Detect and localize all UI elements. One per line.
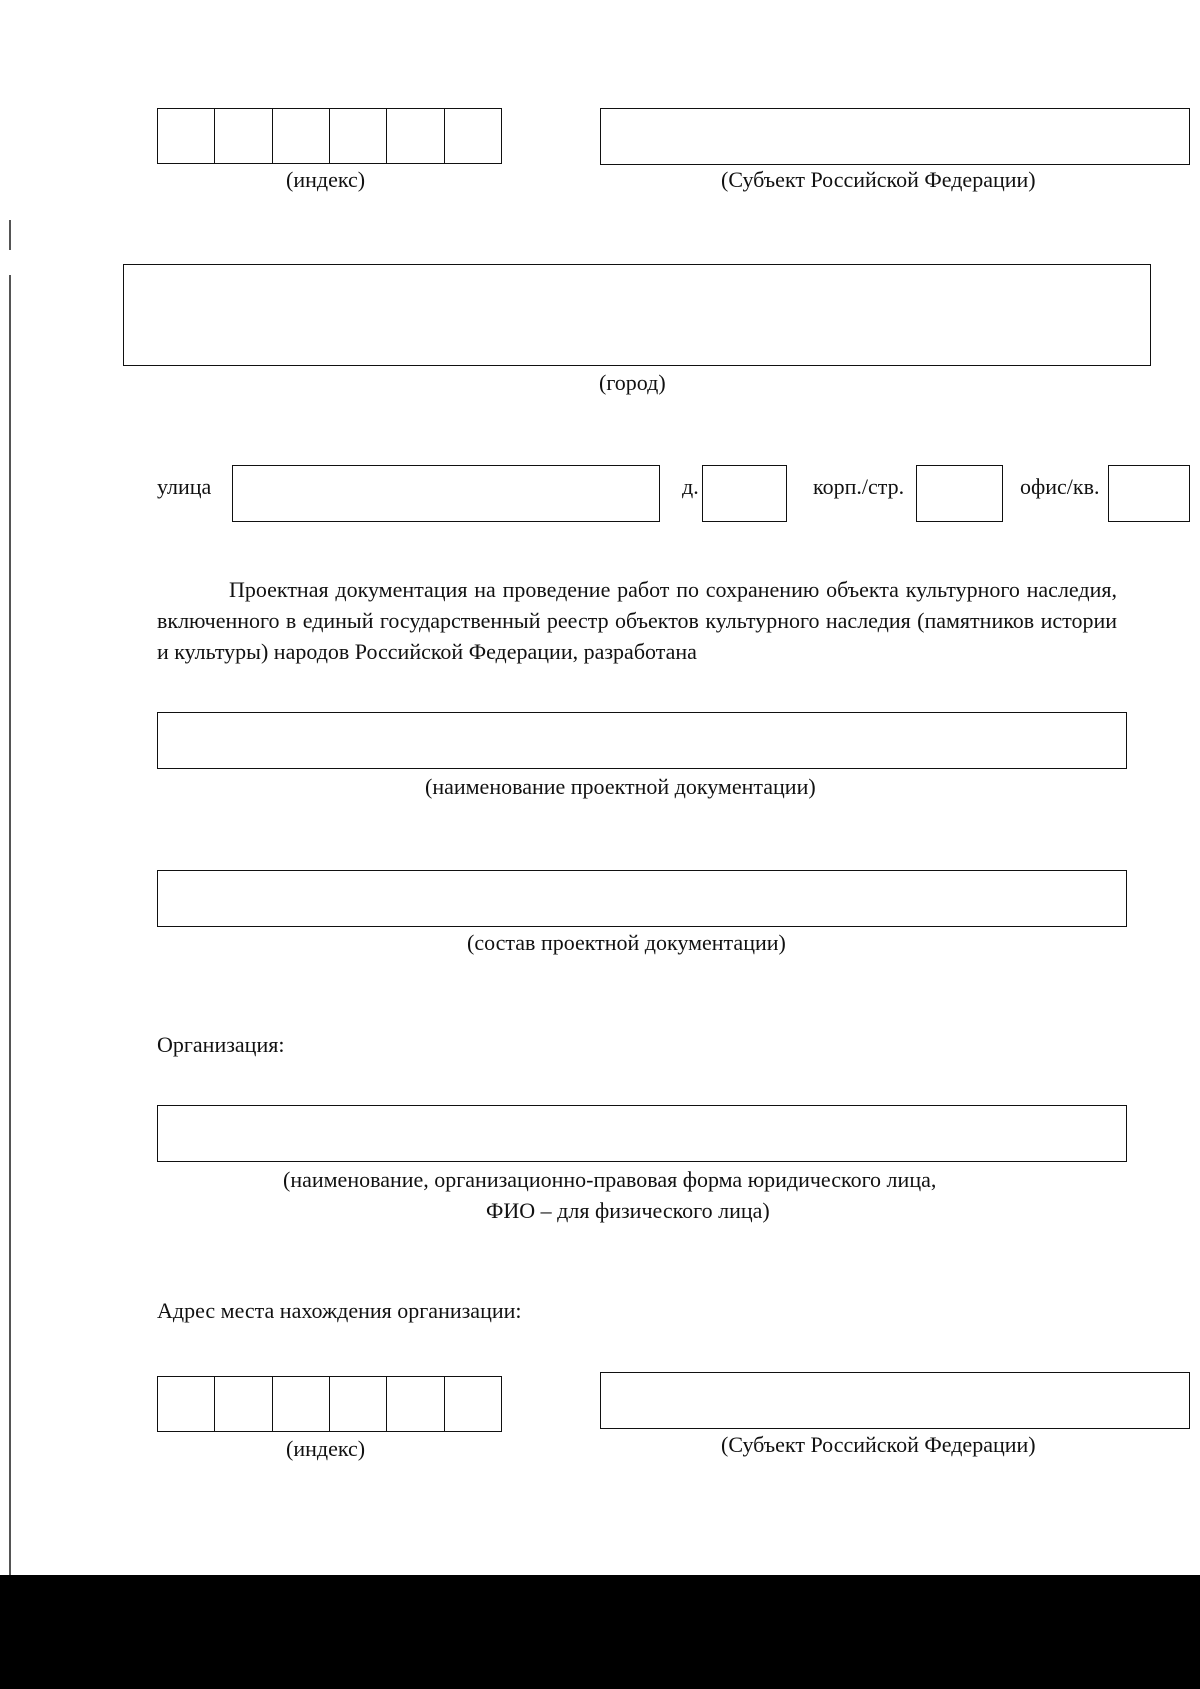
postal-index-field[interactable]: [157, 108, 502, 164]
region-field[interactable]: [600, 108, 1190, 165]
region-caption: (Субъект Российской Федерации): [721, 167, 1036, 192]
postal-index-digit-cell[interactable]: [273, 109, 330, 163]
street-label: улица: [157, 474, 212, 499]
organization-field[interactable]: [157, 1105, 1127, 1162]
scan-edge-mark: [9, 275, 11, 1575]
postal-index-digit-cell[interactable]: [158, 109, 215, 163]
org-postal-index-field[interactable]: [157, 1376, 502, 1432]
org-postal-index-digit-cell[interactable]: [445, 1377, 501, 1431]
postal-index-digit-cell[interactable]: [330, 109, 387, 163]
building-label: корп./стр.: [813, 474, 905, 499]
org-region-caption: (Субъект Российской Федерации): [721, 1432, 1036, 1457]
office-label: офис/кв.: [1020, 474, 1100, 499]
house-label: д.: [682, 474, 699, 499]
postal-index-digit-cell[interactable]: [387, 109, 444, 163]
organization-heading: Организация:: [157, 1032, 285, 1057]
project-composition-field[interactable]: [157, 870, 1127, 927]
org-postal-index-digit-cell[interactable]: [215, 1377, 272, 1431]
scan-border: [0, 1575, 1200, 1689]
project-composition-caption: (состав проектной документации): [467, 930, 786, 955]
organization-caption-line1: (наименование, организационно-правовая форма юридического лица,: [283, 1167, 937, 1192]
postal-index-digit-cell[interactable]: [215, 109, 272, 163]
org-postal-index-caption: (индекс): [286, 1436, 366, 1461]
organization-caption-line2: ФИО – для физического лица): [486, 1198, 770, 1223]
house-field[interactable]: [702, 465, 787, 522]
postal-index-digit-cell[interactable]: [445, 109, 501, 163]
city-caption: (город): [599, 370, 666, 395]
scan-edge-mark: [9, 220, 11, 250]
org-postal-index-digit-cell[interactable]: [273, 1377, 330, 1431]
org-region-field[interactable]: [600, 1372, 1190, 1429]
office-field[interactable]: [1108, 465, 1190, 522]
org-postal-index-digit-cell[interactable]: [158, 1377, 215, 1431]
org-postal-index-digit-cell[interactable]: [330, 1377, 387, 1431]
city-field[interactable]: [123, 264, 1151, 366]
building-field[interactable]: [916, 465, 1003, 522]
postal-index-caption: (индекс): [286, 167, 366, 192]
project-name-caption: (наименование проектной документации): [425, 774, 816, 799]
project-name-field[interactable]: [157, 712, 1127, 769]
intro-paragraph: [157, 574, 1117, 667]
street-field[interactable]: [232, 465, 660, 522]
organization-address-heading: Адрес места нахождения организации:: [157, 1298, 522, 1323]
intro-paragraph-text: Проектная документация на проведение работ по сохранению объекта культурного наследия, включенного в единый государственный реестр объектов культурного наследия (памятников истории и культуры) народов Российской Федерации, разработана: [157, 577, 1117, 664]
org-postal-index-digit-cell[interactable]: [387, 1377, 444, 1431]
